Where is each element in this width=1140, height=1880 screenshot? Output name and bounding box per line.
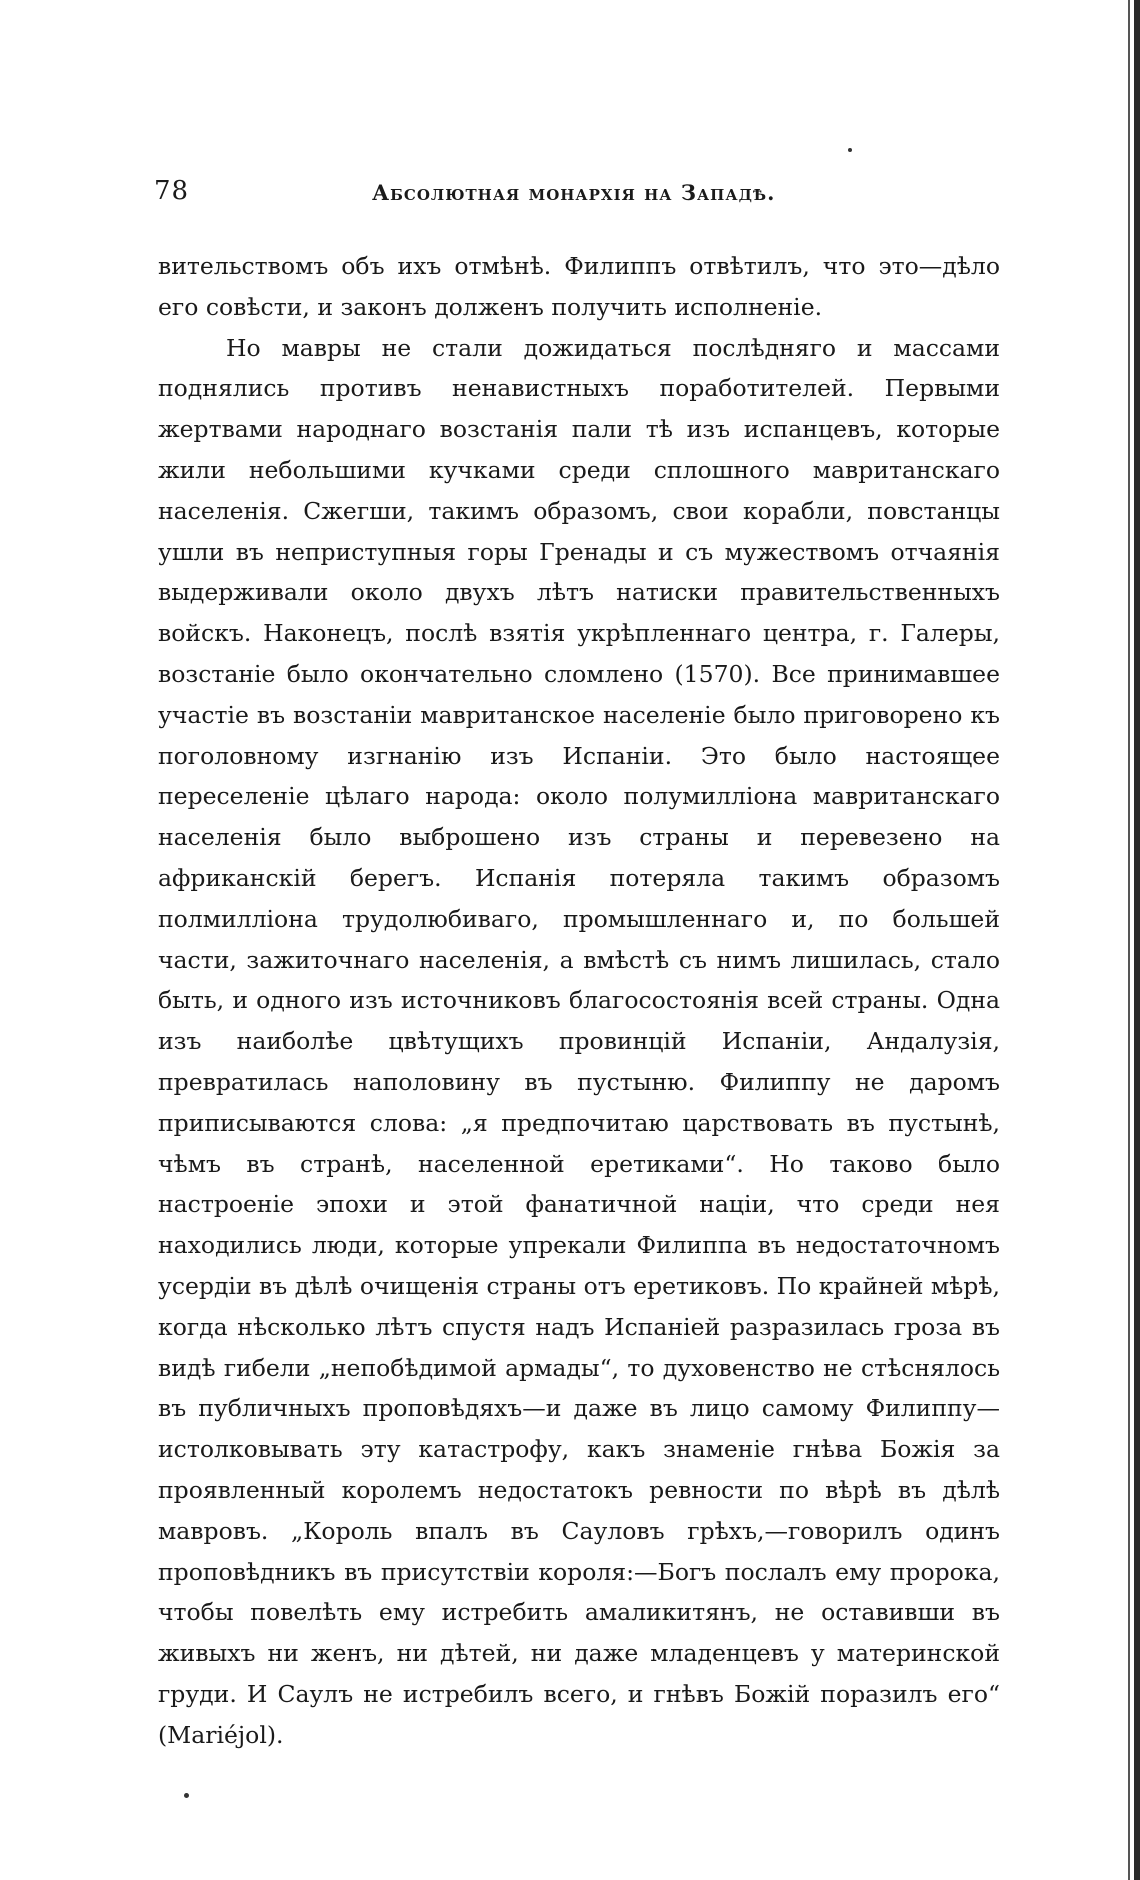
page-edge-line: [1128, 0, 1130, 1880]
print-speck: [848, 148, 852, 152]
page-number: 78: [154, 176, 190, 206]
paragraph-main: Но мавры не стали дожидаться послѣдняго и массами поднялись противъ ненавистныхъ поработителей. Первыми жертвами народнаго возстанія пали тѣ изъ испанцевъ, которые жили небольшими кучками среди сплошного мавританскаго населенія. Сжегши, такимъ образомъ, свои корабли, повстанцы ушли въ неприступныя горы Гренады и съ мужествомъ отчаянія выдерживали около двухъ лѣтъ натиски правительственныхъ войскъ. Наконецъ, послѣ взятія укрѣпленнаго центра, г. Галеры, возстаніе было окончательно сломлено (1570). Все принимавшее участіе въ возстаніи мавританское населеніе было приговорено къ поголовному изгнанію изъ Испаніи. Это было настоящее переселеніе цѣлаго народа: около полумилліона мавританскаго населенія было выброшено изъ страны и перевезено на африканскій берегъ. Испанія потеряла такимъ образомъ полмилліона трудолюбиваго, промышленнаго и, по большей части, зажиточнаго населенія, а вмѣстѣ съ нимъ лишилась, стало быть, и одного изъ источниковъ благосостоянія всей страны. Одна изъ наиболѣе цвѣтущихъ провинцій Испаніи, Андалузія, превратилась наполовину въ пустыню. Филиппу не даромъ приписываются слова: „я предпочитаю царствовать въ пустынѣ, чѣмъ въ странѣ, населенной еретиками“. Но таково было настроеніе эпохи и этой фанатичной націи, что среди нея находились люди, которые упрекали Филиппа въ недостаточномъ усердіи въ дѣлѣ очищенія страны отъ еретиковъ. По крайней мѣрѣ, когда нѣсколько лѣтъ спустя надъ Испаніей разразилась гроза въ видѣ гибели „непобѣдимой армады“, то духовенство не стѣснялось въ публичныхъ проповѣдяхъ—и даже въ лицо самому Филиппу—истолковывать эту катастрофу, какъ знаменіе гнѣва Божія за проявленный королемъ недостатокъ ревности по вѣрѣ въ дѣлѣ мавровъ. „Король впалъ въ Сауловъ грѣхъ,—говорилъ одинъ проповѣдникъ въ присутствіи короля:—Богъ послалъ ему пророка, чтобы повелѣть ему истребить амаликитянъ, не оставивши въ живыхъ ни женъ, ни дѣтей, ни даже младенцевъ у материнской груди. И Саулъ не истребилъ всего, и гнѣвъ Божій поразилъ его“ (Mariéjol).: [158, 333, 1000, 1749]
page-header: [154, 176, 1006, 216]
page-edge-shadow: [1134, 0, 1140, 1880]
print-speck: [184, 1793, 189, 1798]
paragraph-continuation: вительствомъ объ ихъ отмѣнѣ. Филиппъ отвѣтилъ, что это—дѣло его совѣсти, и законъ долженъ получить исполненіе.: [158, 252, 1000, 321]
running-title: Абсолютная монархія на Западѣ.: [372, 180, 776, 205]
body-text: [158, 246, 1000, 1755]
